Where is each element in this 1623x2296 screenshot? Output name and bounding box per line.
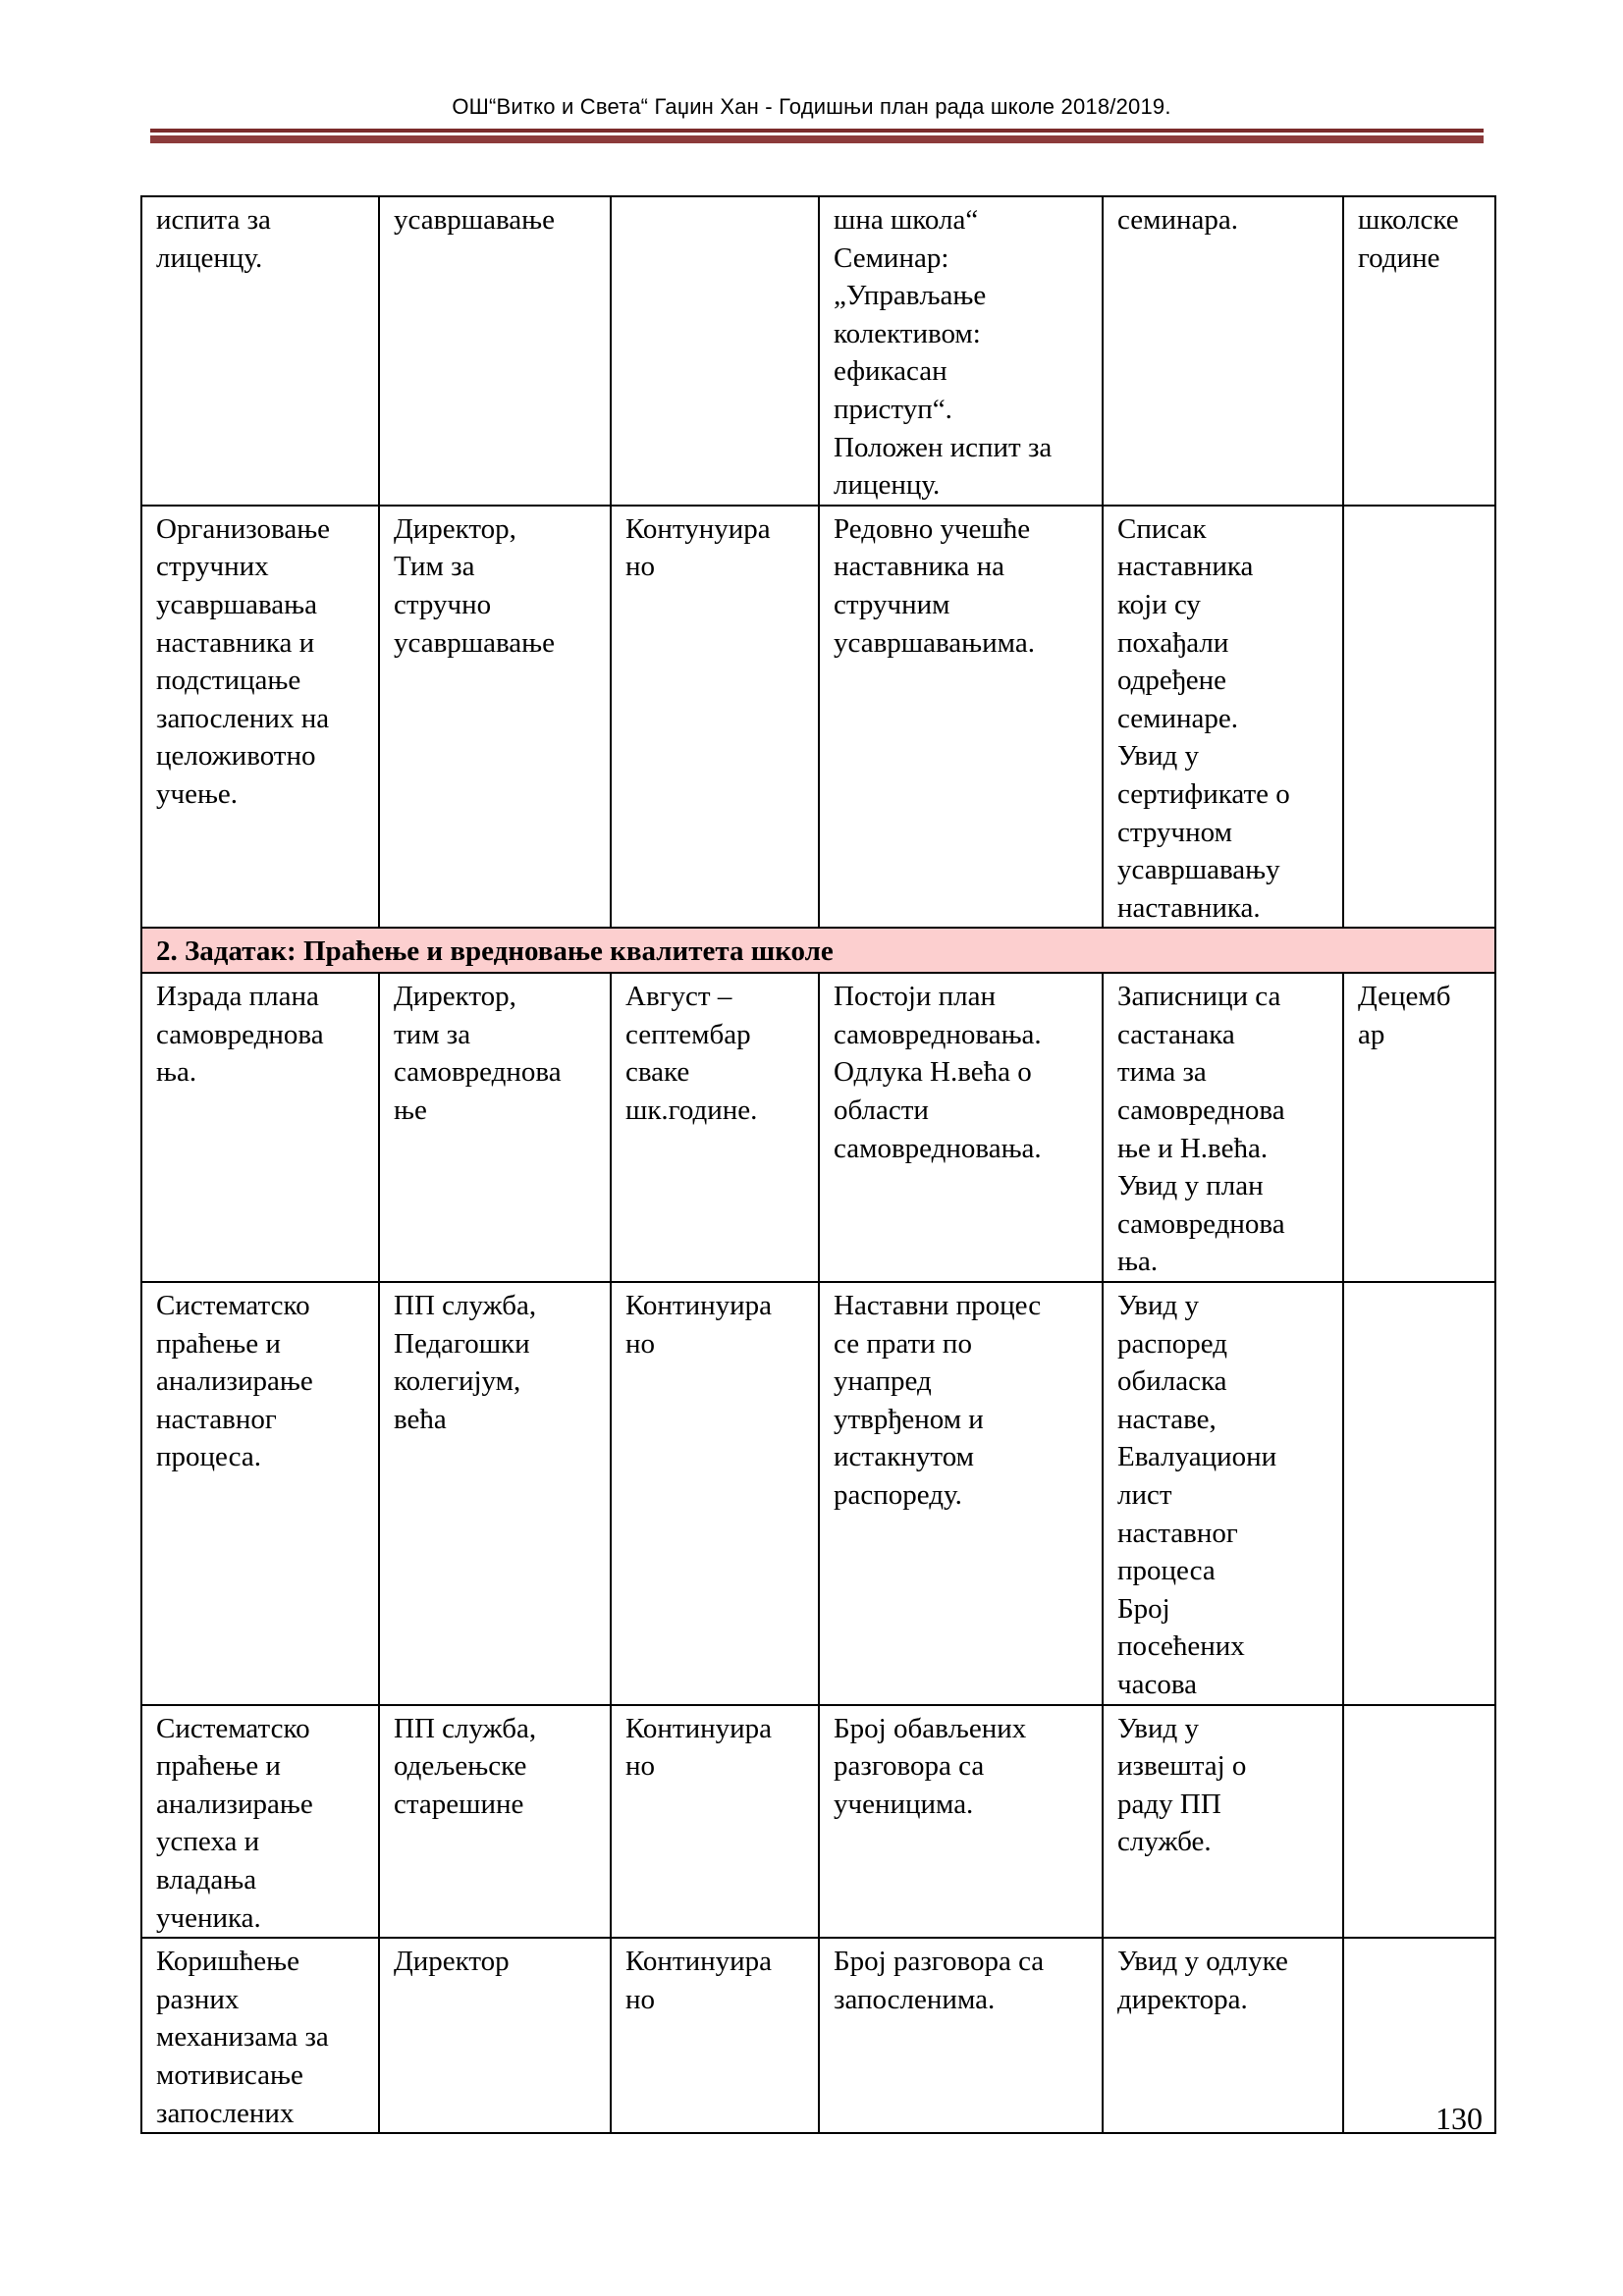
cell-indicators: Број обављених разговора са ученицима. <box>819 1705 1103 1939</box>
cell-deadline <box>1343 506 1495 929</box>
table-row <box>141 1705 1495 1939</box>
cell-time <box>611 196 819 506</box>
cell-indicators: шна школа“ Семинар: „Управљање колективом: ефикасан приступ“. Положен испит за лиценцу. <box>819 196 1103 506</box>
page-number: 130 <box>1435 2101 1483 2136</box>
table-row <box>141 1938 1495 2133</box>
table-row <box>141 196 1495 506</box>
cell-deadline <box>1343 1282 1495 1705</box>
cell-responsible: Директор <box>379 1938 611 2133</box>
cell-time: Август – септембар сваке шк.године. <box>611 973 819 1282</box>
cell-activity: Организовање стручних усавршавања наставника и подстицање запослених на целоживотно учење. <box>141 506 379 929</box>
table-row <box>141 973 1495 1282</box>
cell-evidence: семинара. <box>1103 196 1343 506</box>
cell-indicators: Постоји план самовредновања. Одлука Н.већа о области самовредновања. <box>819 973 1103 1282</box>
cell-indicators: Наставни процес се прати по унапред утврђеном и истакнутом распореду. <box>819 1282 1103 1705</box>
cell-time: Континуира но <box>611 1938 819 2133</box>
cell-evidence: Списак наставника који су похађали одређене семинаре. Увид у сертификате о стручном усавршавању наставника. <box>1103 506 1343 929</box>
header-rule <box>150 129 1484 133</box>
cell-activity: Коришћење разних механизама за мотивисање запослених <box>141 1938 379 2133</box>
cell-evidence: Записници са састанака тима за самовреднова ње и Н.већа. Увид у план самовреднова ња. <box>1103 973 1343 1282</box>
cell-time: Контунуира но <box>611 506 819 929</box>
cell-evidence: Увид у одлуке директора. <box>1103 1938 1343 2133</box>
plan-table <box>140 195 1496 2134</box>
task-heading-row <box>141 928 1495 973</box>
table-row <box>141 506 1495 929</box>
cell-activity: Израда плана самовреднова ња. <box>141 973 379 1282</box>
running-header: ОШ“Витко и Света“ Гаџин Хан - Годишњи план рада школе 2018/2019. <box>452 94 1171 119</box>
cell-activity: испита за лиценцу. <box>141 196 379 506</box>
cell-responsible: ПП служба, Педагошки колегијум, већа <box>379 1282 611 1705</box>
cell-responsible: усавршавање <box>379 196 611 506</box>
cell-time: Континуира но <box>611 1282 819 1705</box>
table-row <box>141 1282 1495 1705</box>
cell-activity: Систематско праћење и анализирање успеха и владања ученика. <box>141 1705 379 1939</box>
task-heading: 2. Задатак: Праћење и вредновање квалитета школе <box>141 928 1495 973</box>
header-rule-thick <box>150 135 1484 143</box>
cell-evidence: Увид у извештај о раду ПП службе. <box>1103 1705 1343 1939</box>
cell-responsible: ПП служба, одељењске старешине <box>379 1705 611 1939</box>
cell-deadline <box>1343 1705 1495 1939</box>
cell-responsible: Директор, Тим за стручно усавршавање <box>379 506 611 929</box>
cell-evidence: Увид у распоред обиласка наставе, Евалуациони лист наставног процеса Број посећених часова <box>1103 1282 1343 1705</box>
cell-indicators: Редовно учешће наставника на стручним усавршавањима. <box>819 506 1103 929</box>
cell-deadline: школске године <box>1343 196 1495 506</box>
cell-indicators: Број разговора са запосленима. <box>819 1938 1103 2133</box>
cell-activity: Систематско праћење и анализирање наставног процеса. <box>141 1282 379 1705</box>
cell-time: Континуира но <box>611 1705 819 1939</box>
cell-responsible: Директор, тим за самовреднова ње <box>379 973 611 1282</box>
cell-deadline: Децемб ар <box>1343 973 1495 1282</box>
